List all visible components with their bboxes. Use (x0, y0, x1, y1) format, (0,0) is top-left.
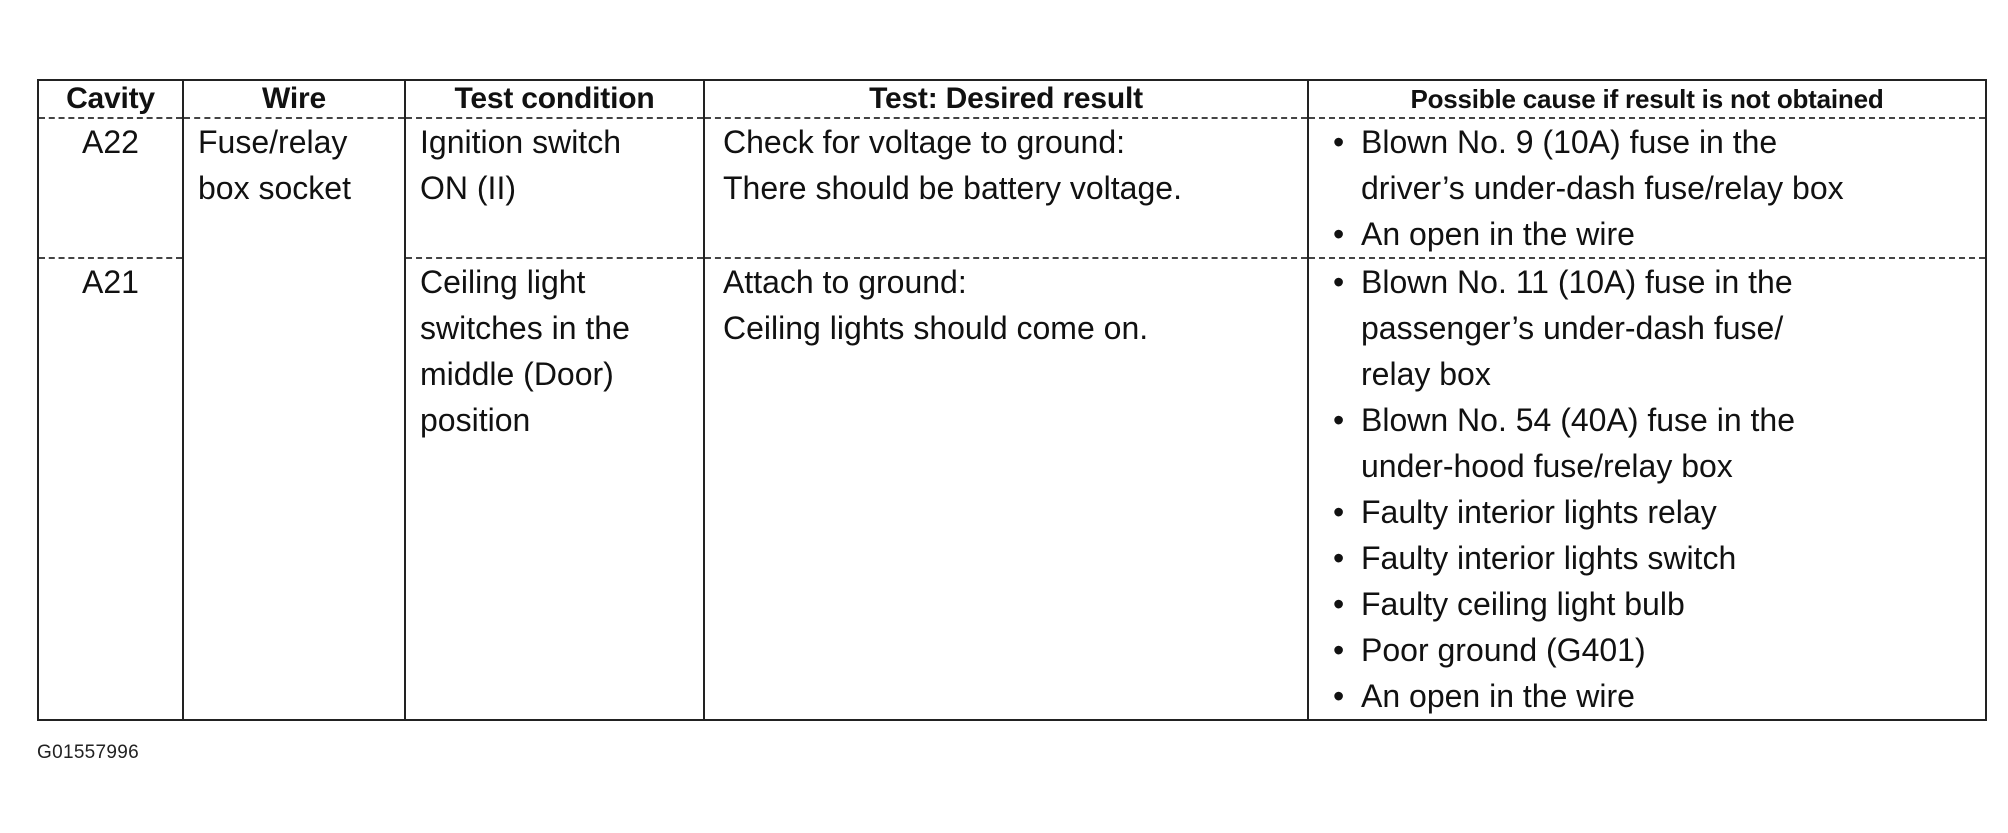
header-wire: Wire (183, 80, 405, 118)
wire-cell (183, 118, 405, 720)
condition-cell (405, 258, 704, 720)
cause-item (1327, 489, 1975, 535)
condition-cell (405, 118, 704, 258)
cause-line: Blown No. 9 (10A) fuse in the (1361, 124, 1778, 160)
cavity-value: A22 (82, 124, 139, 160)
result-cell (704, 118, 1308, 258)
cavity-cell (38, 258, 183, 720)
bullet-icon: • (1333, 124, 1345, 160)
cause-line: under-hood fuse/relay box (1361, 448, 1733, 484)
bullet-icon: • (1333, 402, 1345, 438)
cause-line: passenger’s under-dash fuse/ (1361, 310, 1784, 346)
cause-item (1327, 673, 1975, 719)
cause-line: relay box (1361, 356, 1491, 392)
condition-line: switches in the (420, 310, 630, 346)
header-test-condition: Test condition (405, 80, 704, 118)
result-line: Check for voltage to ground: (723, 124, 1126, 160)
table-row-a22 (38, 118, 1986, 258)
cause-line: Faulty interior lights relay (1361, 494, 1717, 530)
cause-list (1327, 119, 1975, 257)
cause-item (1327, 211, 1975, 257)
cause-line: Blown No. 11 (10A) fuse in the (1361, 264, 1793, 300)
cavity-cell (38, 118, 183, 258)
bullet-icon: • (1333, 540, 1345, 576)
bullet-icon: • (1333, 216, 1345, 252)
cause-line: Faulty interior lights switch (1361, 540, 1737, 576)
condition-line: ON (II) (420, 170, 516, 206)
cause-item (1327, 397, 1975, 489)
cause-item (1327, 259, 1975, 397)
bullet-icon: • (1333, 264, 1345, 300)
wire-label-line: box socket (198, 170, 351, 206)
cavity-value: A21 (82, 264, 139, 300)
cause-line: Faulty ceiling light bulb (1361, 586, 1685, 622)
header-desired-result: Test: Desired result (704, 80, 1308, 118)
bullet-icon: • (1333, 632, 1345, 668)
cause-item (1327, 119, 1975, 211)
cause-cell (1308, 258, 1986, 720)
cause-cell (1308, 118, 1986, 258)
diagnostic-table (37, 79, 1987, 721)
condition-line: Ceiling light (420, 264, 586, 300)
condition-line: Ignition switch (420, 124, 621, 160)
cause-list (1327, 259, 1975, 719)
cause-item (1327, 627, 1975, 673)
condition-line: position (420, 402, 531, 438)
cause-item (1327, 535, 1975, 581)
result-cell (704, 258, 1308, 720)
condition-line: middle (Door) (420, 356, 614, 392)
header-possible-cause: Possible cause if result is not obtained (1308, 80, 1986, 118)
cause-line: Blown No. 54 (40A) fuse in the (1361, 402, 1796, 438)
header-cavity: Cavity (38, 80, 183, 118)
figure-id: G01557996 (37, 742, 140, 763)
result-line: Attach to ground: (723, 264, 967, 300)
cause-line: An open in the wire (1361, 216, 1635, 252)
cause-line: Poor ground (G401) (1361, 632, 1646, 668)
cause-item (1327, 581, 1975, 627)
cause-line: driver’s under-dash fuse/relay box (1361, 170, 1844, 206)
header-row (38, 80, 1986, 118)
bullet-icon: • (1333, 494, 1345, 530)
bullet-icon: • (1333, 586, 1345, 622)
result-line: There should be battery voltage. (723, 170, 1182, 206)
bullet-icon: • (1333, 678, 1345, 714)
result-line: Ceiling lights should come on. (723, 310, 1149, 346)
cause-line: An open in the wire (1361, 678, 1635, 714)
wire-label-line: Fuse/relay (198, 124, 348, 160)
